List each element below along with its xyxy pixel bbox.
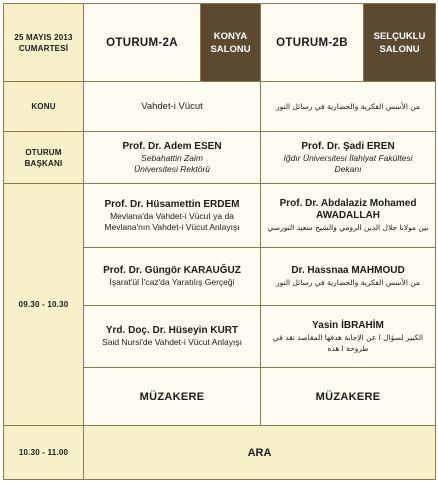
salon-a-line2: SALONU [210,43,251,55]
konu-b: من الأسس الفكرية والحضارية في رسائل النور [275,102,421,111]
chair-label-line2: BAŞKANI [24,158,63,168]
salon-b-line1: SELÇUKLU [373,30,426,42]
chair-a-cell [84,132,261,184]
paper-a-3-name: Yrd. Doç. Dr. Hüseyin KURT [105,325,239,336]
salon-b-line2: SALONU [379,43,420,55]
muzakere-a: MÜZAKERE [84,368,261,426]
paper-b-2-name1: Dr. Hassnaa MAHMOUD [291,265,405,276]
time-slot-1: 09.30 - 10.30 [4,184,84,426]
date-line1: 25 MAYIS 2013 [14,32,73,42]
date-cell [4,4,84,82]
salon-a-cell [201,4,261,82]
salon-a-line1: KONYA [213,30,248,42]
paper-b-3 [261,306,436,368]
paper-a-2-name: Prof. Dr. Güngör KARAUĞUZ [103,265,241,276]
chair-b-line2: Dekanı [334,163,362,174]
konu-a: Vahdet-i Vücut [84,82,261,132]
chair-b-name: Prof. Dr. Şadi EREN [301,140,395,152]
chair-label-cell [4,132,84,184]
paper-a-3-line1: Said Nursi'de Vahdet-i Vücut Anlayışı [102,337,242,347]
salon-b-cell [364,4,436,82]
date-line2: CUMARTESİ [18,43,69,53]
paper-a-2 [84,248,261,306]
paper-b-1-name1: Prof. Dr. Abdalaziz Mohamed [279,198,417,209]
chair-label-line1: OTURUM [25,147,62,157]
paper-a-2-line1: İşarat'ül İ'caz'da Yaratılış Gerçeği [109,277,235,287]
paper-b-2-title: من الأسس الفكرية والحضارية في رسائل النور [275,278,421,287]
paper-b-2 [261,248,436,306]
program-table [3,3,436,480]
paper-a-1-line2: Mevlana'nın Vahdet-i Vücut Anlayışı [104,221,240,232]
paper-b-3-name1: Yasin İBRAHİM [312,319,384,331]
paper-a-1 [84,184,261,248]
chair-a-line1: Sebahattin Zaim [141,152,203,163]
session-b-title: OTURUM-2B [261,4,364,82]
paper-b-1 [261,184,436,248]
paper-a-1-line1: Mevlana'da Vahdet-i Vücut ya da [110,210,234,221]
break-label: ARA [84,426,436,480]
session-a-title: OTURUM-2A [84,4,201,82]
konu-label: KONU [4,82,84,132]
chair-a-name: Prof. Dr. Adem ESEN [122,140,222,152]
chair-a-line2: Üniversitesi Rektörü [133,163,211,174]
paper-a-3 [84,306,261,368]
konu-b-cell [261,82,436,132]
paper-b-1-title: بين مولانا جلال الدين الرومي والشيخ سعيد النورسي [267,223,429,232]
paper-a-1-name: Prof. Dr. Hüsamettin ERDEM [104,198,240,210]
chair-b-cell [261,132,436,184]
muzakere-b: MÜZAKERE [261,368,436,426]
time-slot-2: 10.30 - 11.00 [4,426,84,480]
paper-b-3-title: الكبير لسؤال ا عن الإجابة هدفها المقاصد نقد في طروحة ا هذه [272,332,424,353]
paper-b-1-name2: AWADALLAH [316,210,380,221]
chair-b-line1: Iğdır Üniversitesi İlahiyat Fakültesi [283,152,413,163]
